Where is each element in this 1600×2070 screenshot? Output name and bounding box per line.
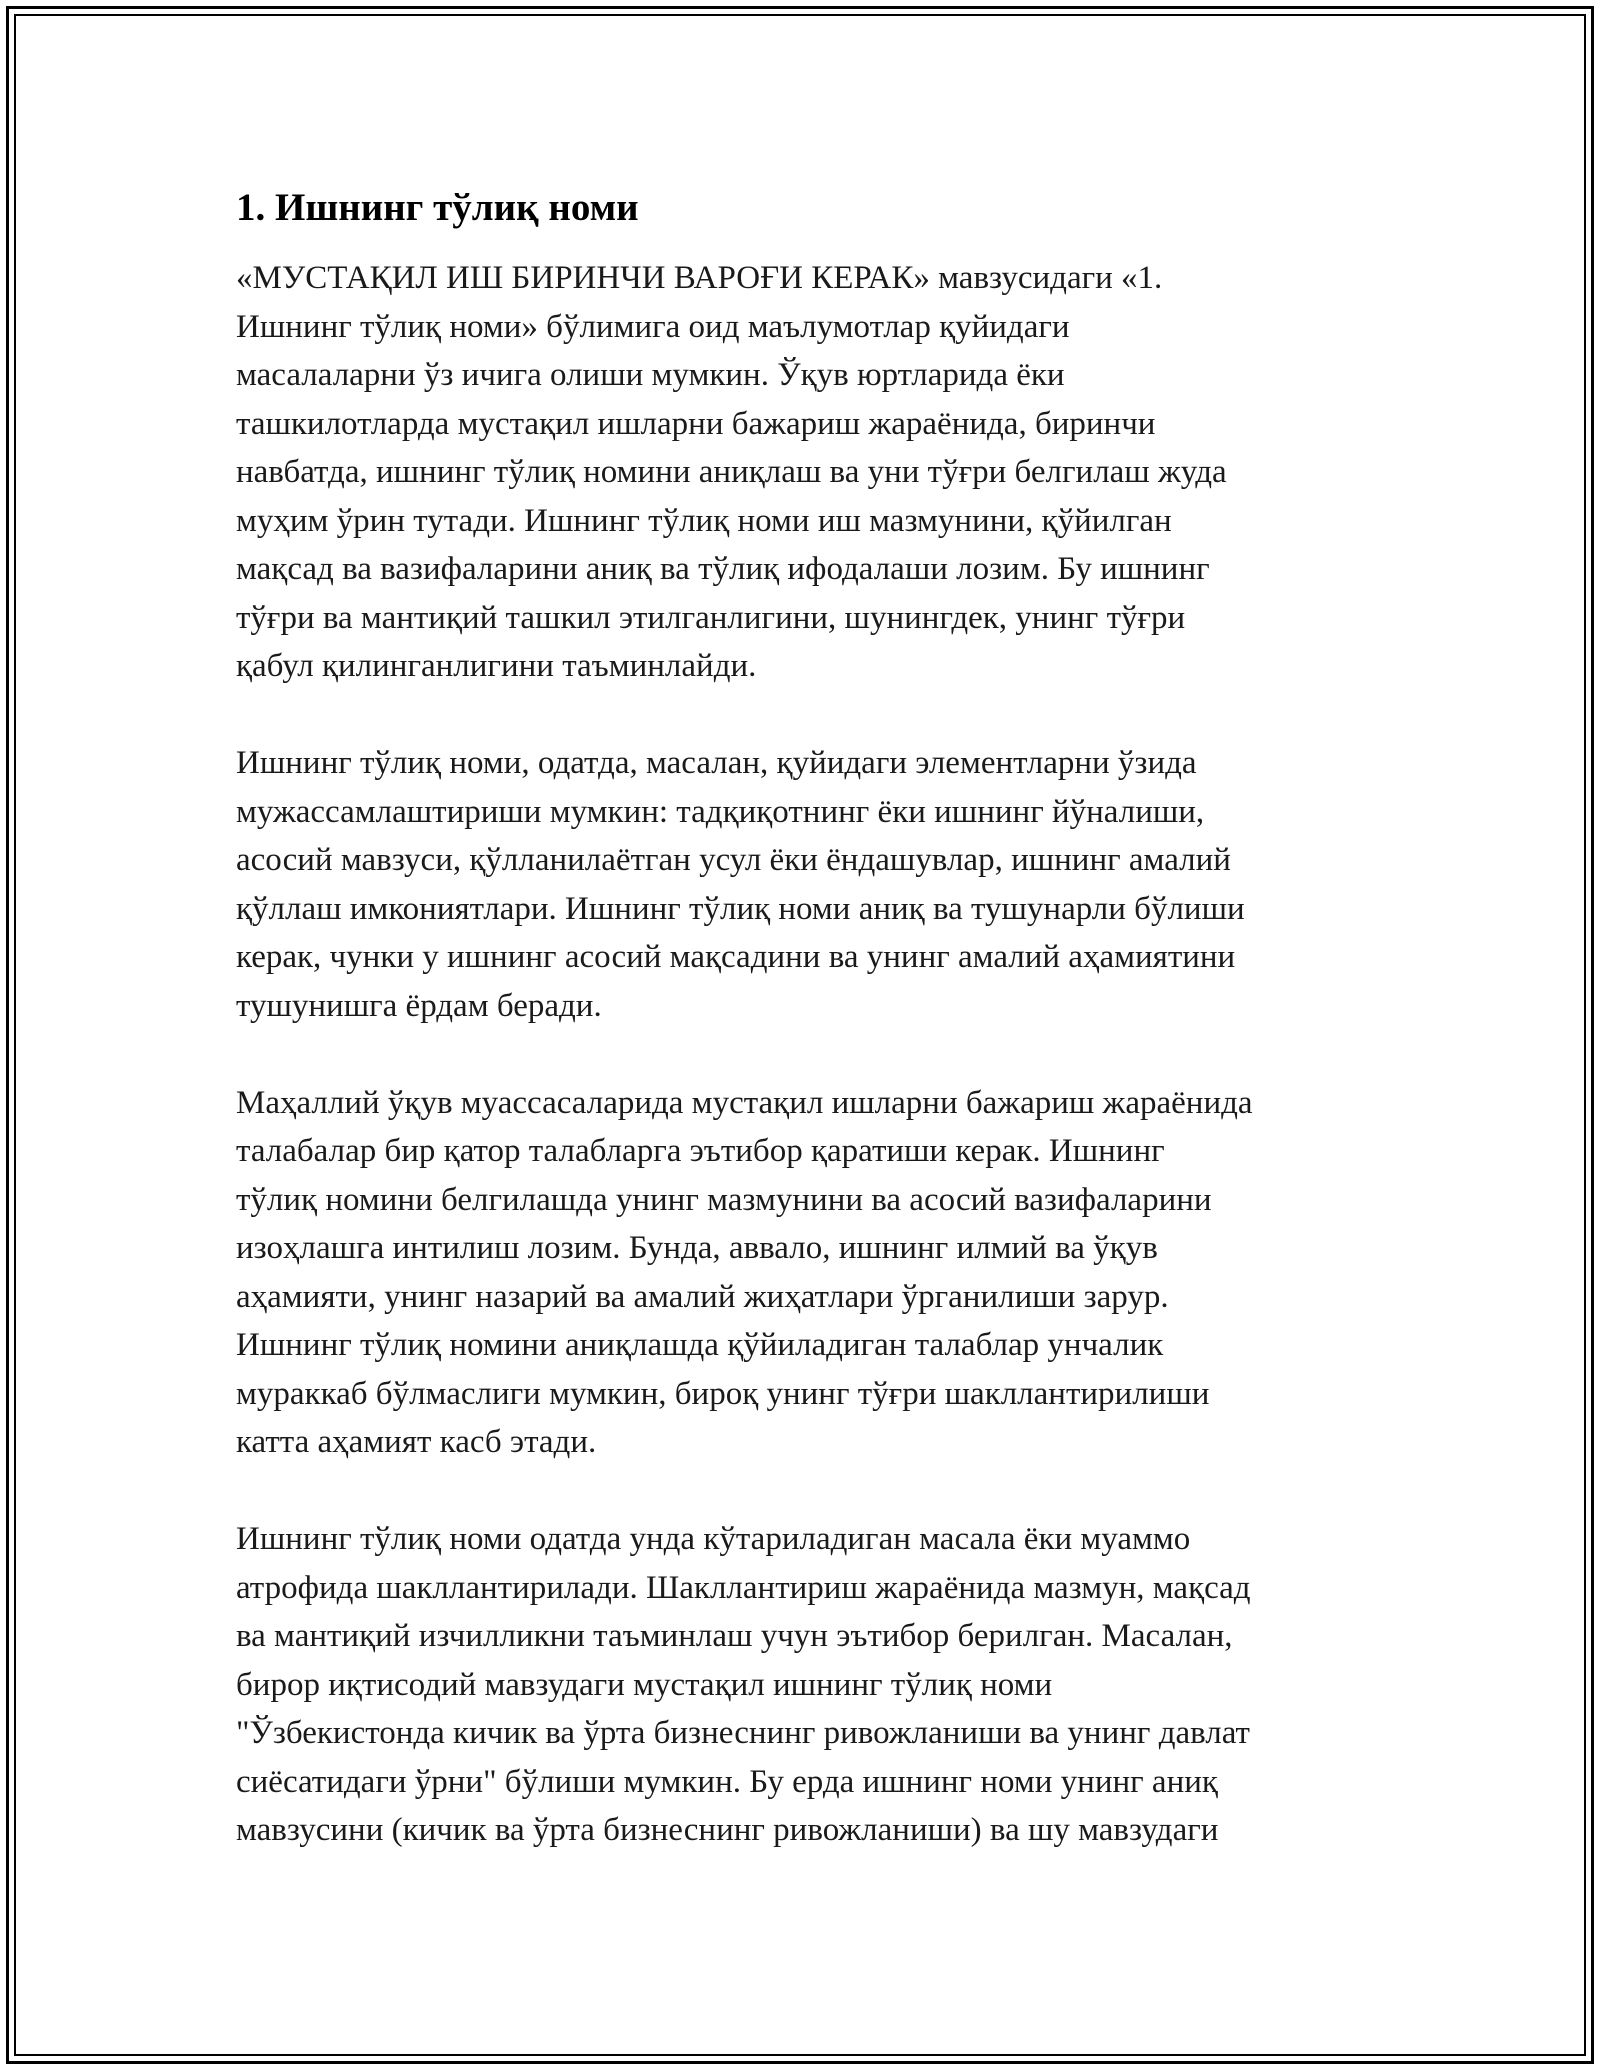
text-line: катта аҳамият касб этади.: [236, 1424, 597, 1460]
text-line: тўғри ва мантиқий ташкил этилганлигини, шунингдек, унинг тўғри: [236, 599, 1186, 636]
text-line: сиёсатидаги ўрни" бўлиши мумкин. Бу ерда ишнинг номи унинг аниқ: [236, 1763, 1218, 1800]
paragraph-2: [236, 739, 1376, 1030]
text-line: ташкилотларда мустақил ишларни бажариш жараёнида, биринчи: [236, 405, 1156, 442]
paragraph-4: [236, 1515, 1376, 1855]
text-line: «МУСТАҚИЛ ИШ БИРИНЧИ ВАРОҒИ КЕРАК» мавзусидаги «1.: [236, 260, 1163, 296]
text-line: Маҳаллий ўқув муассасаларида мустақил ишларни бажариш жараёнида: [236, 1084, 1253, 1121]
text-line: керак, чунки у ишнинг асосий мақсадини ва унинг амалий аҳамиятини: [236, 939, 1236, 975]
text-line: Ишнинг тўлиқ номини аниқлашда қўйиладиган талаблар унчалик: [236, 1327, 1164, 1363]
text-line: тўлиқ номини белгилашда унинг мазмунини ва асосий вазифаларини: [236, 1181, 1212, 1218]
text-line: атрофида шакллантирилади. Шакллантириш жараёнида мазмун, мақсад: [236, 1569, 1251, 1606]
text-line: тушунишга ёрдам беради.: [236, 987, 602, 1024]
text-line: талабалар бир қатор талабларга эътибор қаратиши керак. Ишнинг: [236, 1133, 1165, 1169]
text-line: навбатда, ишнинг тўлиқ номини аниқлаш ва уни тўғри белгилаш жуда: [236, 454, 1227, 490]
text-line: мураккаб бўлмаслиги мумкин, бироқ унинг тўғри шакллантирилиши: [236, 1375, 1210, 1412]
text-line: қўллаш имкониятлари. Ишнинг тўлиқ номи аниқ ва тушунарли бўлиши: [236, 890, 1245, 927]
text-line: бирор иқтисодий мавзудаги мустақил ишнинг тўлиқ номи: [236, 1666, 1053, 1703]
section-heading: 1. Ишнинг тўлиқ номи: [236, 186, 639, 229]
text-line: изоҳлашга интилиш лозим. Бунда, аввало, ишнинг илмий ва ўқув: [236, 1230, 1158, 1266]
text-line: Ишнинг тўлиқ номи» бўлимига оид маълумотлар қуйидаги: [236, 308, 1070, 345]
paragraph-1: [236, 254, 1376, 691]
text-line: мавзусини (кичик ва ўрта бизнеснинг ривожланиши) ва шу мавзудаги: [236, 1812, 1219, 1848]
text-line: қабул қилинганлигини таъминлайди.: [236, 648, 757, 684]
text-line: ва мантиқий изчилликни таъминлаш учун эътибор берилган. Масалан,: [236, 1618, 1233, 1654]
text-line: "Ўзбекистонда кичик ва ўрта бизнеснинг ривожланиши ва унинг давлат: [236, 1715, 1250, 1751]
text-line: мақсад ва вазифаларини аниқ ва тўлиқ ифодалаши лозим. Бу ишнинг: [236, 551, 1210, 587]
text-line: Ишнинг тўлиқ номи одатда унда кўтариладиган масала ёки муаммо: [236, 1521, 1191, 1557]
text-line: мужассамлаштириши мумкин: тадқиқотнинг ёки ишнинг йўналиши,: [236, 793, 1205, 830]
text-line: масалаларни ўз ичига олиши мумкин. Ўқув юртларида ёки: [236, 357, 1065, 393]
paragraph-3: [236, 1079, 1376, 1467]
text-line: Ишнинг тўлиқ номи, одатда, масалан, қуйидаги элементларни ўзида: [236, 745, 1197, 781]
text-line: муҳим ўрин тутади. Ишнинг тўлиқ номи иш мазмунини, қўйилган: [236, 502, 1172, 539]
document-body: [236, 184, 1376, 1903]
text-line: асосий мавзуси, қўлланилаётган усул ёки ёндашувлар, ишнинг амалий: [236, 842, 1231, 878]
text-line: аҳамияти, унинг назарий ва амалий жиҳатлари ўрганилиши зарур.: [236, 1278, 1169, 1315]
